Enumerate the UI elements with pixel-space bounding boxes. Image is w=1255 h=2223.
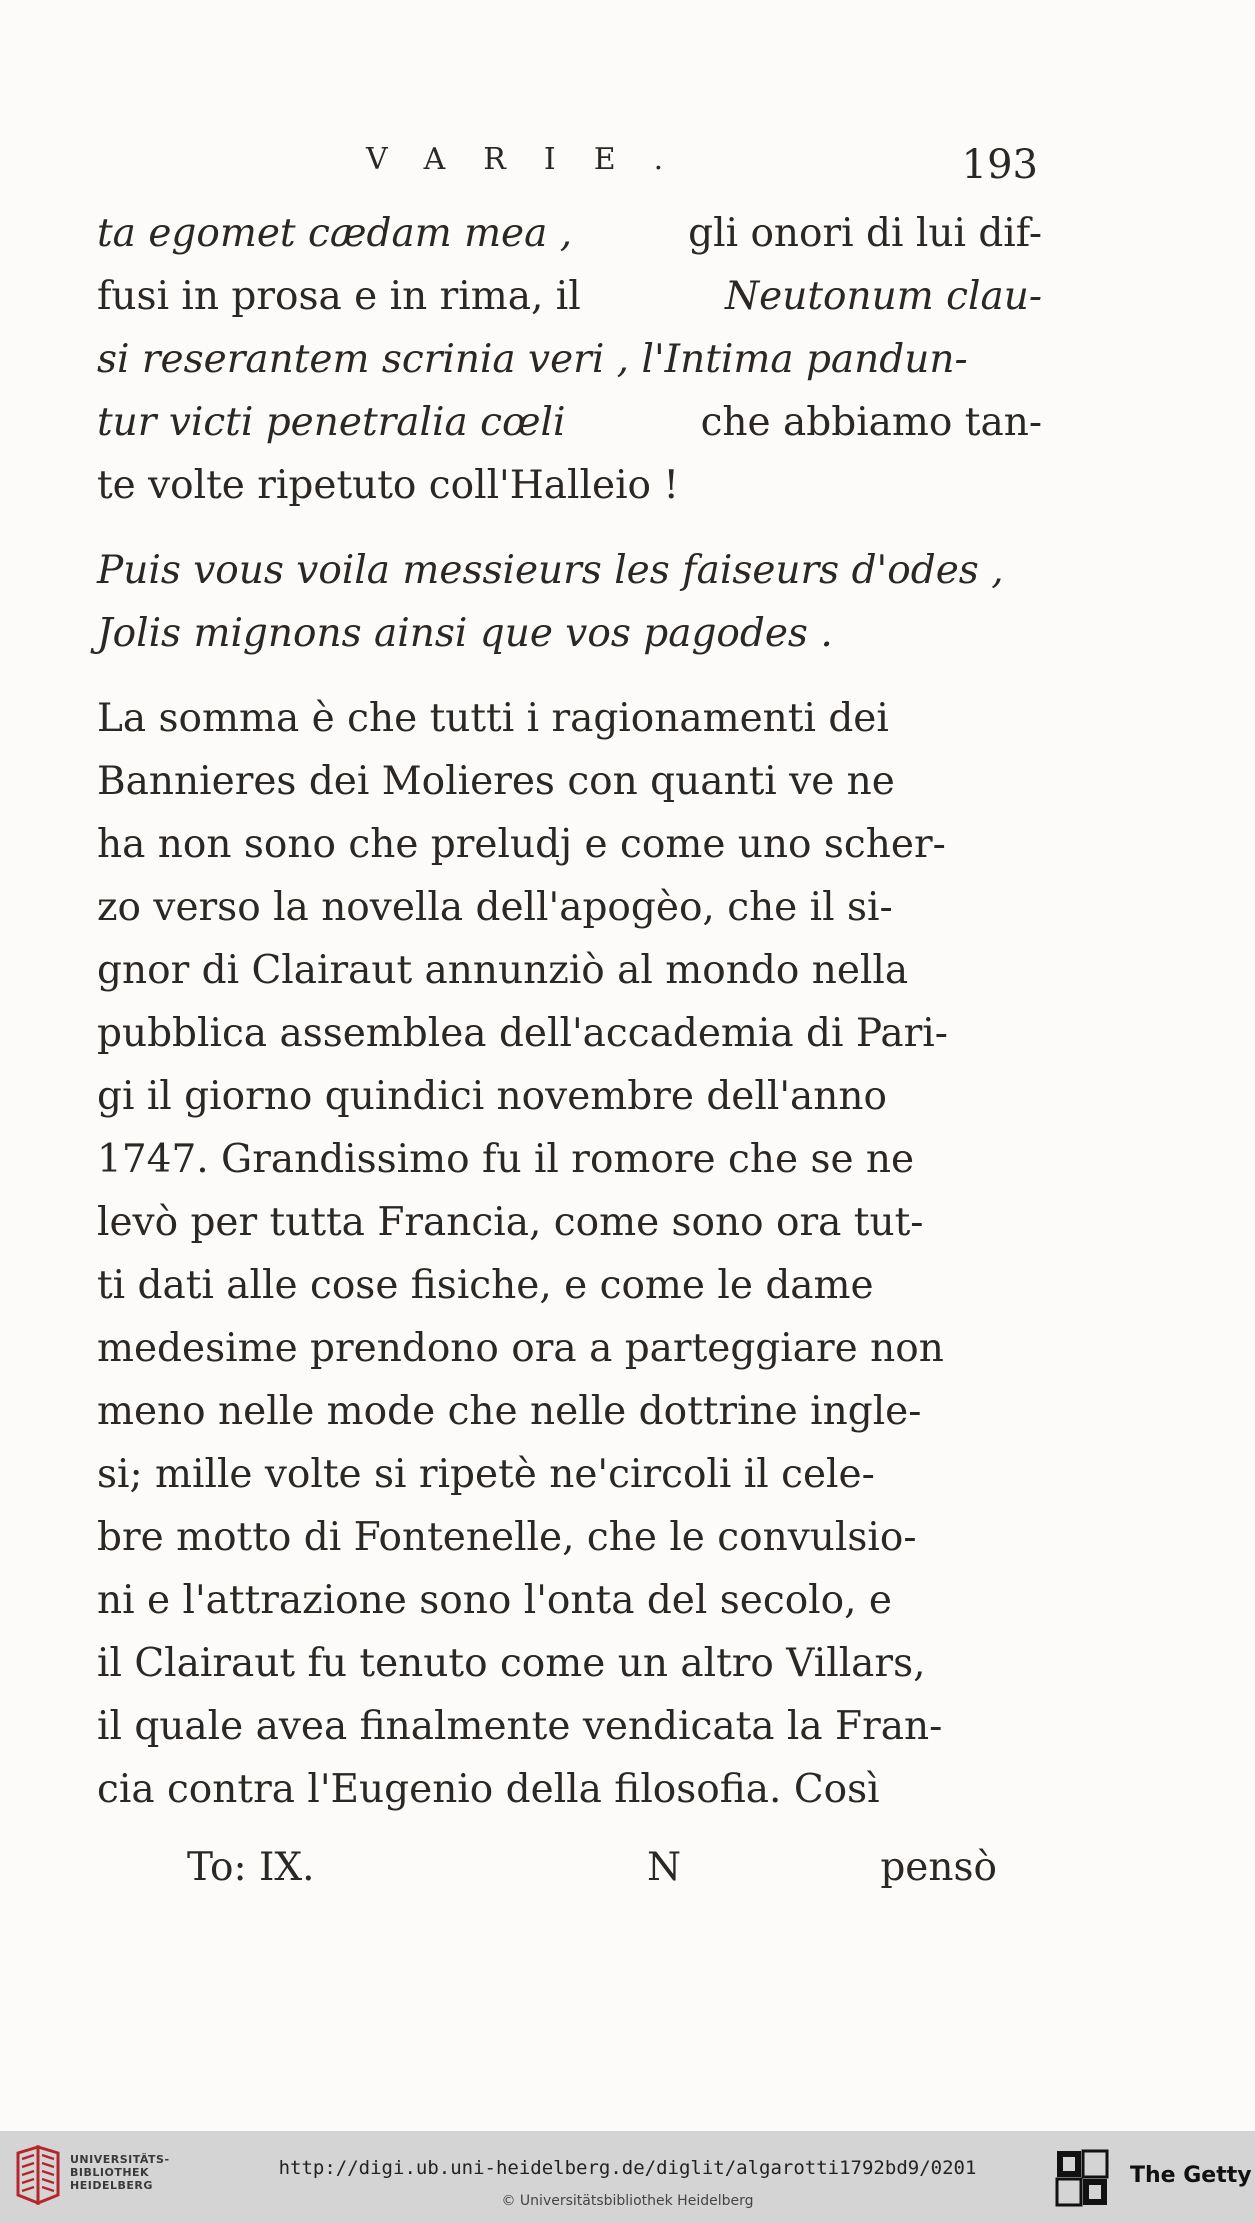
paragraph-line: [97, 1002, 1042, 1065]
text-span: ta egomet cædam mea ,: [97, 211, 573, 256]
body-text: [97, 202, 1042, 1821]
text-span: tur victi penetralia cœli: [97, 400, 566, 445]
text-line: [97, 391, 1042, 454]
paragraph-line: [97, 1632, 1042, 1695]
text-line: [97, 202, 1042, 265]
paragraph-line: [97, 1506, 1042, 1569]
paragraph-line: [97, 1191, 1042, 1254]
permalink-url[interactable]: http://digi.ub.uni-heidelberg.de/diglit/algarotti1792bd9/0201: [278, 2157, 977, 2179]
text-line: [97, 328, 1042, 391]
paragraph-text: pubblica assemblea dell'accademia di Pari-: [97, 1011, 948, 1056]
paragraph-text: il Clairaut fu tenuto come un altro Villars,: [97, 1641, 926, 1686]
paragraph-text: La somma è che tutti i ragionamenti dei: [97, 696, 889, 741]
paragraph-text: Bannieres dei Molieres con quanti ve ne: [97, 759, 895, 804]
paragraph-line: [97, 1128, 1042, 1191]
verse-line: [97, 539, 1042, 602]
catchline: [187, 1838, 997, 1898]
text-line: [97, 454, 1042, 517]
paragraph-line: [97, 1758, 1042, 1821]
paragraph-text: zo verso la novella dell'apogèo, che il si-: [97, 885, 893, 930]
getty-name: The Getty: [1130, 2163, 1252, 2188]
text-line: [97, 265, 1042, 328]
paragraph-text: cia contra l'Eugenio della filosofia. Così: [97, 1767, 880, 1812]
paragraph-line: [97, 750, 1042, 813]
library-name-line: UNIVERSITÄTS-: [70, 2153, 170, 2166]
verse-text: Puis vous voila messieurs les faiseurs d'odes ,: [97, 548, 1004, 593]
text-span: te volte ripetuto coll'Halleio !: [97, 463, 680, 508]
running-title: VARIE.: [366, 142, 702, 177]
page-header: [366, 142, 1038, 192]
paragraph-text: ti dati alle cose fisiche, e come le dame: [97, 1263, 874, 1308]
paragraph-text: ha non sono che preludj e come uno scher-: [97, 822, 946, 867]
paragraph-line: [97, 876, 1042, 939]
paragraph-text: bre motto di Fontenelle, che le convulsio-: [97, 1515, 917, 1560]
paragraph-text: gi il giorno quindici novembre dell'anno: [97, 1074, 888, 1119]
text-span: gli onori di lui dif-: [688, 211, 1042, 256]
paragraph-line: [97, 1254, 1042, 1317]
text-span: si reserantem scrinia veri , l'Intima pandun-: [97, 337, 968, 382]
paragraph-text: gnor di Clairaut annunziò al mondo nella: [97, 948, 909, 993]
paragraph-text: meno nelle mode che nelle dottrine ingle-: [97, 1389, 922, 1434]
paragraph-line: [97, 939, 1042, 1002]
verse-line: [97, 602, 1042, 665]
getty-logo-icon: [1055, 2149, 1109, 2207]
library-name-line: HEIDELBERG: [70, 2179, 153, 2192]
library-name-line: BIBLIOTHEK: [70, 2166, 150, 2179]
text-span: fusi in prosa e in rima, il: [97, 274, 581, 319]
paragraph-text: il quale avea finalmente vendicata la Fran-: [97, 1704, 943, 1749]
paragraph-text: ni e l'attrazione sono l'onta del secolo, e: [97, 1578, 893, 1623]
paragraph-text: medesime prendono ora a parteggiare non: [97, 1326, 944, 1371]
paragraph-text: si; mille volte si ripetè ne'circoli il cele-: [97, 1452, 875, 1497]
verse-text: Jolis mignons ainsi que vos pagodes .: [97, 611, 833, 656]
paragraph-line: [97, 813, 1042, 876]
verse-quotation: [97, 539, 1042, 665]
paragraph-line: [97, 1317, 1042, 1380]
paragraph-line: [97, 1569, 1042, 1632]
paragraph-text: 1747. Grandissimo fu il romore che se ne: [97, 1137, 915, 1182]
main-paragraph: [97, 687, 1042, 1821]
paragraph-line: [97, 1443, 1042, 1506]
volume-mark: To: IX.: [187, 1845, 315, 1890]
opening-lines: [97, 202, 1042, 517]
paragraph-text: levò per tutta Francia, come sono ora tut-: [97, 1200, 924, 1245]
viewer-footer: [0, 2131, 1255, 2223]
paragraph-line: [97, 1065, 1042, 1128]
paragraph-line: [97, 1380, 1042, 1443]
copyright-notice: © Universitätsbibliothek Heidelberg: [501, 2193, 754, 2209]
catchword: pensò: [880, 1845, 997, 1890]
signature-mark: N: [647, 1845, 682, 1890]
text-span: che abbiamo tan-: [700, 400, 1042, 445]
text-span: Neutonum clau-: [725, 274, 1042, 319]
paragraph-line: [97, 687, 1042, 750]
page-number: 193: [961, 142, 1038, 188]
paragraph-line: [97, 1695, 1042, 1758]
